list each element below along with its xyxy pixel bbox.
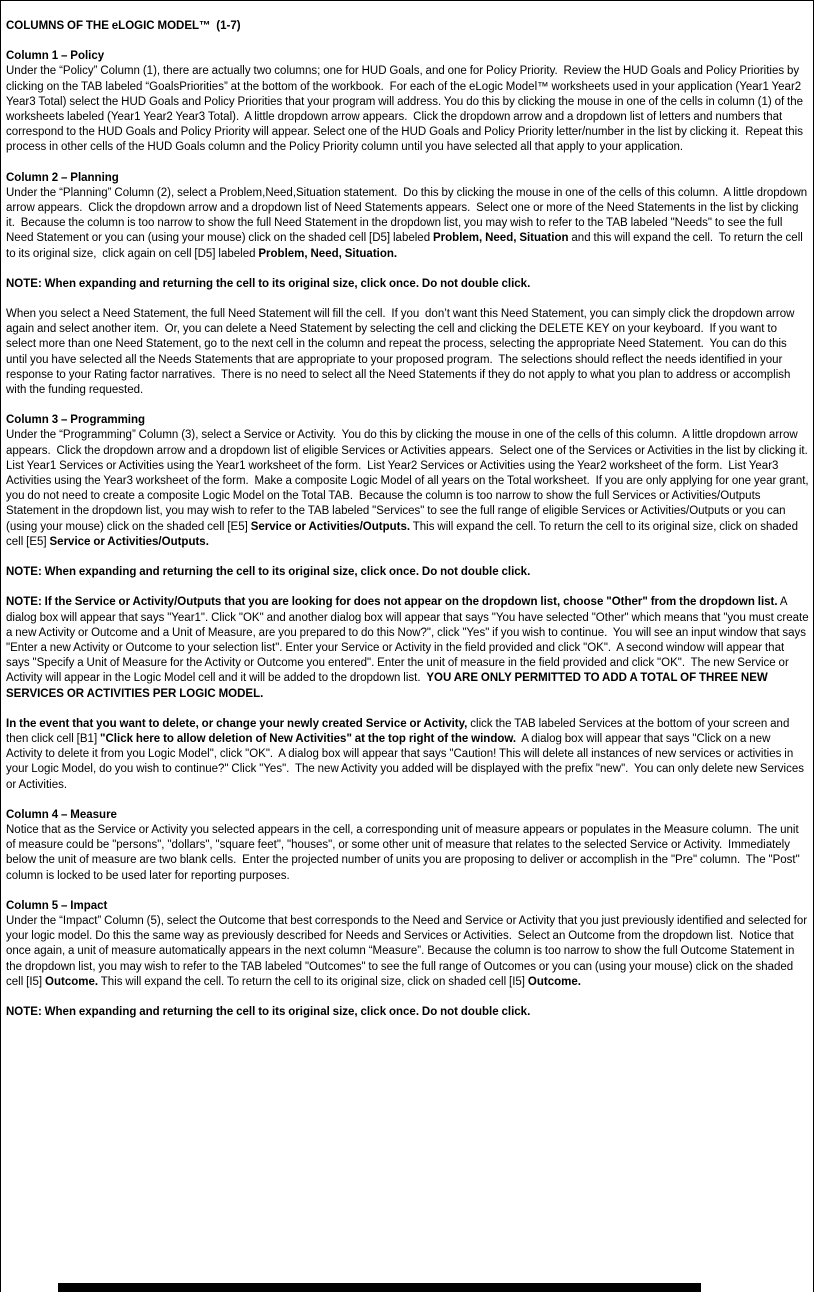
text-run-bold: Column 1 – Policy [6, 50, 105, 63]
note [6, 277, 809, 292]
document-content [1, 1, 813, 1020]
paragraph [6, 64, 809, 155]
text-run-bold: Service or Activities/Outputs. [250, 520, 411, 533]
paragraph [6, 914, 809, 990]
text-run: This will expand the cell. To return the cell to its original size, click on shaded cell [I5] [98, 975, 528, 988]
paragraph [6, 307, 809, 398]
text-run-bold: Problem, Need, Situation [433, 232, 569, 245]
heading [6, 171, 809, 186]
paragraph [6, 717, 809, 793]
text-run-bold: "Click here to allow deletion of New Activities" at the top right of the window. [100, 732, 517, 745]
text-run-bold: In the event that you want to delete, or change your newly created Service or Activity, [6, 717, 468, 730]
text-run-bold: Column 4 – Measure [6, 808, 117, 821]
text-run: Under the “Policy” Column (1), there are actually two columns; one for HUD Goals, and one for Policy Priority. Review the HUD Goals and Policy Priorities by clicking on the TAB labeled “GoalsPriorities” at the bottom of the workbook. For each of the eLogic Model™ worksheets used in your application (Year1 Year2 Year3 Total) select the HUD Goals and Policy Priorities that your program will address. You do this by clicking the mouse in one of the cells in column (1) of the worksheets labeled (Year1 Year2 Year3 Total). A little dropdown arrow appears. Click the dropdown arrow and a dropdown list of letters and numbers that correspond to the HUD Goals and Policy Priority will appear. Select one of the HUD Goals and Policy Priority letter/number in the list by clicking it. Repeat this process in other cells of the HUD Goals column and the Policy Priority column until you have selected all that apply to your application. [6, 65, 806, 154]
bottom-black-bar [58, 1283, 701, 1292]
text-run-bold: NOTE: If the Service or Activity/Outputs that you are looking for does not appear on the dropdown list, choose "Other" from the dropdown list. [6, 596, 778, 609]
text-run: This will expand the cell. To return the cell to its original size, click on shaded cell [E5] [6, 520, 801, 548]
heading [6, 899, 809, 914]
text-run-bold: Column 2 – Planning [6, 171, 119, 184]
heading [6, 49, 809, 64]
text-run: Under the “Programming” Column (3), select a Service or Activity. You do this by clicking the mouse in one of the cells of this column. A little dropdown arrow appears. Click the dropdown arrow and a dropdown list of eligible Services or Activities appears. Select one of the Services or Activities in the list by clicking it. List Year1 Services or Activities using the Year1 worksheet of the form. List Year2 Services or Activities using the Year2 worksheet of the form. List Year3 Activities using the Year3 worksheet of the form. Make a composite Logic Model of all years on the Total worksheet. If you are only applying for one year grant, you do not need to create a composite Logic Model on the Total TAB. Because the column is too narrow to show the full Services or Activities/Outputs Statement in the dropdown list, you may wish to refer to the TAB labeled "Services" to see the full range of eligible Services or Activities/Outputs or you can (using your mouse) click on the shaded cell [E5] [6, 429, 812, 533]
text-run-bold: Outcome. [45, 975, 99, 988]
text-run-bold: Service or Activities/Outputs. [49, 535, 209, 548]
paragraph [6, 595, 812, 701]
note [6, 565, 809, 580]
text-run: When you select a Need Statement, the full Need Statement will fill the cell. If you don’t want this Need Statement, you can simply click the dropdown arrow again and select another item. Or, you can delete a Need Statement by selecting the cell and clicking the DELETE KEY on your keyboard. If you want to select more than one Need Statement, go to the next cell in the column and repeat the process, selecting the appropriate Need Statement. You can do this until you have selected all the Needs Statements that are appropriate to your proposed program. The selections should reflect the needs identified in your response to your Rating factor narratives. There is no need to select all the Need Statements if they do not apply to what you plan to address or accomplish with the funding requested. [6, 308, 798, 397]
text-run-bold: Outcome. [527, 975, 581, 988]
text-run: A dialog box will appear that says "Year1". Click "OK" and another dialog box will appear that says "You have selected "Other" which means that "you must create a new Activity or Outcome and a Unit of Measure, are you prepared to do this Now?", click "Yes" if you wish to continue. You will see an input window that says "Enter a new Activity or Outcome to your selection list". Enter your Service or Activity in the field provided and click "OK". A second window will appear that says "Specify a Unit of Measure for the Activity or Outcome you entered". Enter the unit of measure in the field provided and click "OK". The new Service or Activity will appear in the Logic Model cell and it will be added to the dropdown list. [6, 596, 812, 685]
text-run-bold: Column 3 – Programming [6, 414, 146, 427]
page-title [6, 19, 809, 34]
paragraph [6, 823, 809, 884]
text-run: and this will expand the cell. To return the cell to its original size, click again on cell [D5] labeled [6, 232, 806, 260]
text-run: Notice that as the Service or Activity you selected appears in the cell, a corresponding unit of measure appears or populates in the Measure column. The unit of measure could be "persons", "dollars", "square feet", "houses", or some other unit of measure that relates to the selected Service or Activity. Immediately below the unit of measure are two blank cells. Enter the projected number of units you are proposing to deliver or accomplish in the "Pre" column. The "Post" column is locked to be used later for reporting purposes. [6, 823, 803, 882]
text-run-bold: COLUMNS OF THE eLOGIC MODEL™ (1-7) [6, 20, 241, 32]
paragraph [6, 186, 809, 262]
text-run-bold: Problem, Need, Situation. [258, 247, 398, 260]
text-run: A dialog box will appear that says "Click on a new Activity to delete it from you Logic Model", click "OK". A dialog box will appear that says "Caution! This will delete all instances of new services or activities in your Logic Model, do you wish to continue?" Click "Yes". The new Activity you added will be displayed with the prefix "new". You can only delete new Services or Activities. [6, 732, 807, 791]
text-run-bold: Column 5 – Impact [6, 899, 108, 912]
note [6, 1005, 809, 1020]
text-run-bold: NOTE: When expanding and returning the cell to its original size, click once. Do not double click. [6, 566, 531, 579]
paragraph [6, 428, 812, 550]
heading [6, 413, 809, 428]
text-run-bold: NOTE: When expanding and returning the cell to its original size, click once. Do not double click. [6, 277, 531, 290]
heading [6, 808, 809, 823]
text-run: click the TAB labeled Services at the bottom of your screen and then click cell [B1] [6, 717, 793, 745]
text-run-bold: NOTE: When expanding and returning the cell to its original size, click once. Do not double click. [6, 1005, 531, 1018]
text-run-bold: YOU ARE ONLY PERMITTED TO ADD A TOTAL OF THREE NEW SERVICES OR ACTIVITIES PER LOGIC MODEL. [6, 672, 771, 700]
text-run: Under the “Planning” Column (2), select a Problem,Need,Situation statement. Do this by clicking the mouse in one of the cells of this column. A little dropdown arrow appears. Click the dropdown arrow and a dropdown list of Need Statements appears. Select one or more of the Need Statements in the list by clicking it. Because the column is too narrow to show the full Need Statement in the dropdown list, you may wish to refer to the TAB labeled "Needs" to see the full Need Statement or you can (using your mouse) click on the shaded cell [D5] labeled [6, 186, 811, 245]
text-run: Under the “Impact” Column (5), select the Outcome that best corresponds to the Need and Service or Activity that you just previously identified and selected for your logic model. Do this the same way as previously described for Needs and Services or Activities. Select an Outcome from the dropdown list. Notice that once again, a unit of measure automatically appears in the next column “Measure”. Because the column is too narrow to show the full Outcome Statement in the dropdown list, you may wish to refer to the TAB labeled "Outcomes" to see the full range of Outcomes or you can (using your mouse) click on the shaded cell [I5] [6, 914, 811, 988]
